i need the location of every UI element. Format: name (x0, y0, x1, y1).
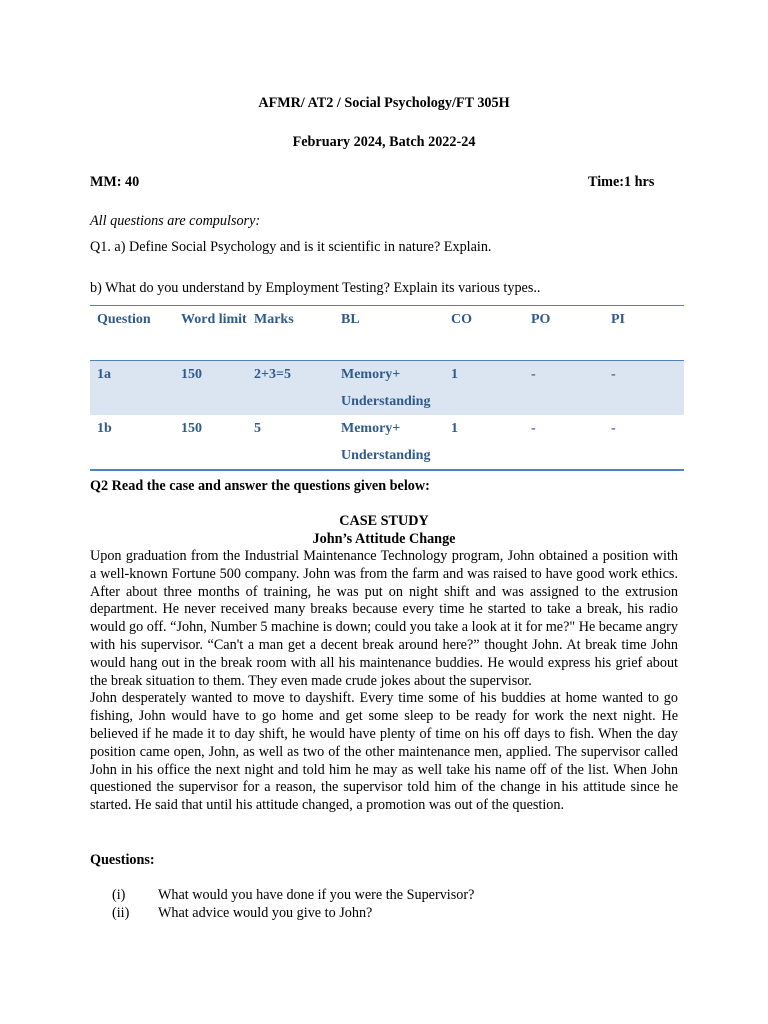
list-item (112, 887, 474, 904)
table-cell: 1 (451, 421, 458, 436)
table-cell: 2+3=5 (247, 361, 334, 416)
question-number: (i) (112, 887, 126, 903)
instructions: All questions are compulsory: (90, 213, 261, 229)
table-row (90, 415, 684, 470)
table-cell: 5 (254, 421, 261, 436)
list-item (112, 905, 372, 922)
marks-table (90, 305, 684, 471)
question-text: What would you have done if you were the Supervisor? (158, 887, 475, 903)
table-cell: 150 (181, 421, 202, 436)
table-cell: 150 (174, 361, 247, 416)
question-2-prompt: Q2 Read the case and answer the questions given below: (90, 478, 430, 494)
table-header-cell: BL (341, 312, 360, 327)
table-cell: - (604, 361, 684, 416)
exam-time: Time:1 hrs (588, 174, 655, 190)
table-cell: - (611, 421, 616, 436)
question-1a: Q1. a) Define Social Psychology and is it scientific in nature? Explain. (90, 239, 492, 255)
max-marks: MM: 40 (90, 174, 140, 190)
case-heading: CASE STUDY (339, 513, 429, 529)
case-paragraph: Upon graduation from the Industrial Maintenance Technology program, John obtained a position with a well-known Fortune 500 company. John was from the farm and was raised to have good work ethics. After about three months of training, he was put on night shift and was assigned to the extrusion department. He never received many breaks because every time he started to take a break, his radio would go off. “John, Number 5 machine is down; could you take a look at it for me?" He became angry with his supervisor. “Can't a man get a decent break around here?” thought John. At break time John would hang out in the break room with all his maintenance buddies. He would express his grief about the break situation to them. They even made crude jokes about the supervisor. (90, 548, 678, 689)
table-cell: 1a (90, 361, 174, 416)
table-cell: Memory+ Understanding (341, 421, 431, 463)
table-header-cell: Question (97, 312, 151, 327)
paper-code: AFMR/ AT2 / Social Psychology/FT 305H (258, 95, 510, 111)
table-header-cell: Word limit (181, 312, 247, 327)
question-text: What advice would you give to John? (158, 905, 373, 921)
table-cell: - (524, 361, 604, 416)
table-header-cell: CO (451, 312, 472, 327)
question-number: (ii) (112, 905, 130, 921)
table-cell: Memory+ Understanding (334, 361, 444, 416)
case-text (90, 548, 678, 815)
questions-label: Questions: (90, 852, 155, 868)
table-header-cell: PI (611, 312, 625, 327)
table-header-cell: Marks (254, 312, 294, 327)
table-header-row (90, 306, 684, 361)
table-cell: 1b (97, 421, 112, 436)
case-paragraph: John desperately wanted to move to dayshift. Every time some of his buddies at home wanted to go fishing, John would have to go home and get some sleep to be ready for work the next night. He believed if he made it to day shift, he would have plenty of time on his off days to fish. When the day position came open, John, as well as two of the other maintenance men, applied. The supervisor called John in his office the next night and told him he may as well take his name off of the list. When John questioned the supervisor for a reason, the supervisor told him of the change in his attitude since he started. He said that until his attitude changed, a promotion was out of the question. (90, 690, 678, 814)
case-title: John’s Attitude Change (312, 531, 456, 547)
table-cell: 1 (444, 361, 524, 416)
table-row (90, 361, 684, 416)
exam-date: February 2024, Batch 2022-24 (292, 134, 476, 150)
table-cell: - (531, 421, 536, 436)
question-1b: b) What do you understand by Employment Testing? Explain its various types.. (90, 280, 541, 296)
table-header-cell: PO (531, 312, 551, 327)
